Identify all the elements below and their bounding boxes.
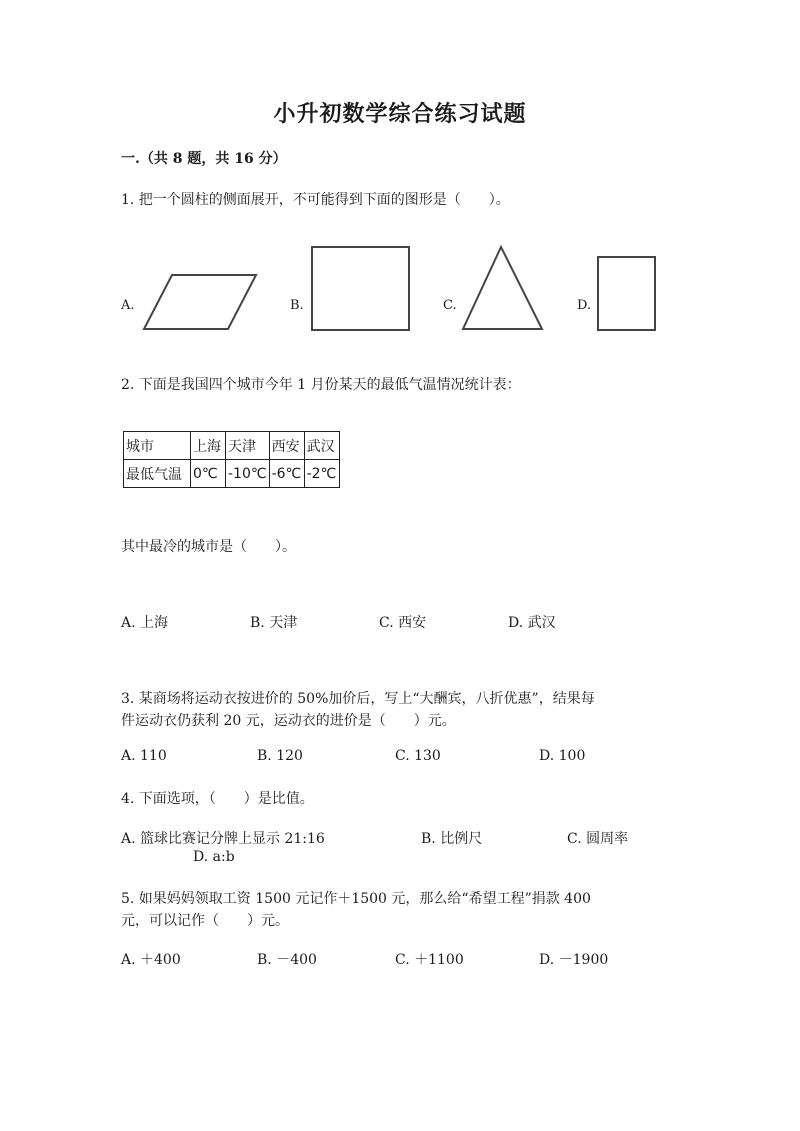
q5-option-a: A. ＋400	[121, 952, 181, 968]
question-5-line-2: 元，可以记作（ ）元。	[121, 913, 289, 929]
table-cell: -2℃	[304, 460, 339, 488]
question-1-text: 1. 把一个圆柱的侧面展开，不可能得到下面的图形是（ ）。	[121, 192, 510, 208]
rectangle-figure	[597, 256, 657, 332]
q4-option-b: B. 比例尺	[421, 831, 483, 847]
q4-option-a: A. 篮球比赛记分牌上显示 21:16	[121, 831, 325, 847]
triangle-figure	[461, 245, 545, 331]
table-row	[124, 460, 340, 488]
table-cell: 武汉	[304, 432, 339, 460]
table-cell: 天津	[226, 432, 270, 460]
table-cell: 城市	[124, 432, 191, 460]
q2-option-c: C. 西安	[379, 615, 427, 631]
q1-option-a-label: A.	[121, 298, 135, 313]
question-3-line-1: 3. 某商场将运动衣按进价的 50%加价后，写上“大酬宾，八折优惠”，结果每	[121, 691, 595, 707]
q2-option-d: D. 武汉	[508, 615, 556, 631]
table-cell: -6℃	[269, 460, 304, 488]
q3-option-a: A. 110	[121, 748, 167, 764]
table-cell: 西安	[269, 432, 304, 460]
question-3-line-2: 件运动衣仍获利 20 元，运动衣的进价是（ ）元。	[121, 713, 456, 729]
table-cell: -10℃	[226, 460, 270, 488]
question-4-text: 4. 下面选项，（ ）是比值。	[121, 791, 314, 807]
parallelogram-figure	[142, 273, 258, 331]
square-figure	[311, 246, 411, 332]
q3-option-c: C. 130	[395, 748, 441, 764]
section-heading: 一.（共 8 题，共 16 分）	[121, 151, 287, 167]
question-5-line-1: 5. 如果妈妈领取工资 1500 元记作＋1500 元，那么给“希望工程”捐款 400	[121, 891, 591, 907]
table-header-row	[124, 432, 340, 460]
q1-option-c-label: C.	[443, 298, 457, 313]
page-title: 小升初数学综合练习试题	[273, 101, 527, 127]
q2-option-a: A. 上海	[121, 615, 169, 631]
q5-option-d: D. －1900	[539, 952, 609, 968]
q3-option-d: D. 100	[539, 748, 586, 764]
table-cell: 0℃	[191, 460, 226, 488]
temperature-table	[123, 431, 340, 488]
q1-option-d-label: D.	[577, 298, 592, 313]
q5-option-c: C. ＋1100	[395, 952, 464, 968]
q2-option-b: B. 天津	[250, 615, 298, 631]
question-2-text: 2. 下面是我国四个城市今年 1 月份某天的最低气温情况统计表：	[121, 377, 521, 393]
q4-option-d: D. a:b	[193, 849, 235, 865]
q4-option-c: C. 圆周率	[567, 831, 629, 847]
table-cell: 最低气温	[124, 460, 191, 488]
q5-option-b: B. －400	[257, 952, 317, 968]
question-2-prompt: 其中最冷的城市是（ ）。	[121, 539, 296, 555]
q3-option-b: B. 120	[257, 748, 303, 764]
table-cell: 上海	[191, 432, 226, 460]
q1-option-b-label: B.	[290, 298, 304, 313]
